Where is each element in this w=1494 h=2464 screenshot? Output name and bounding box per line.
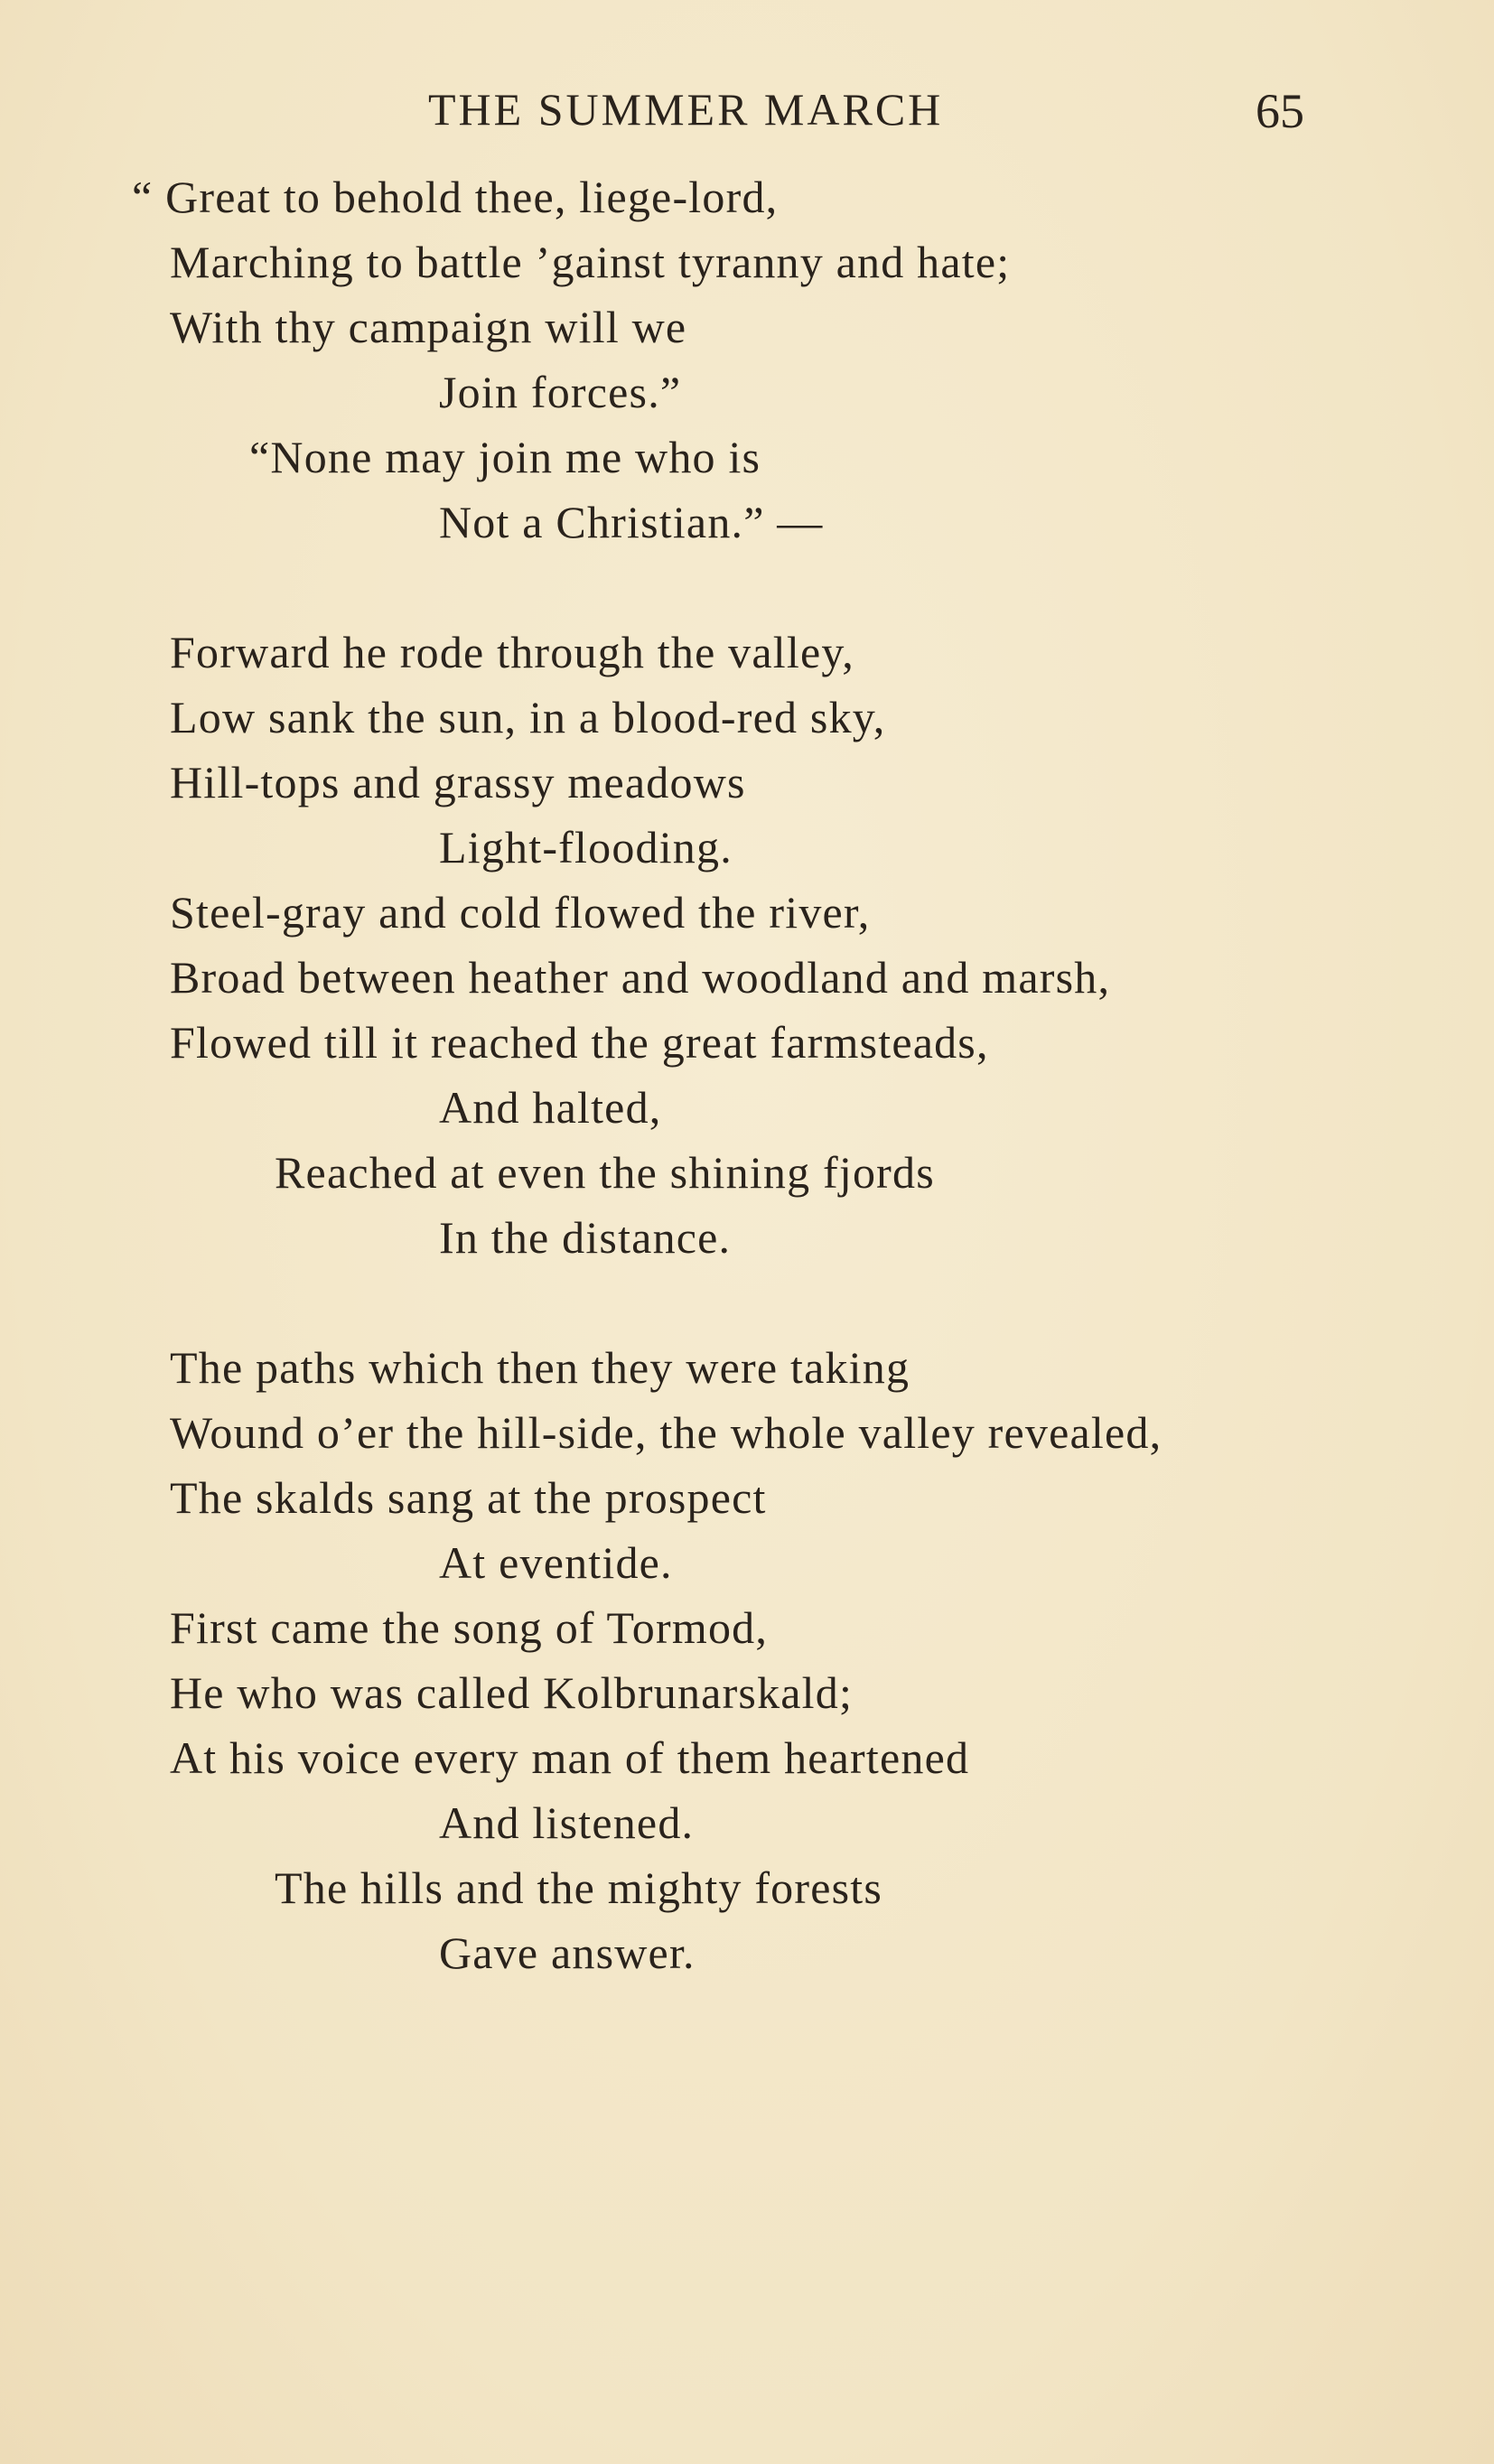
poem-line: Hill-tops and grassy meadows	[170, 757, 746, 807]
poem-line: In the distance.	[439, 1212, 732, 1263]
poem-line: First came the song of Tormod,	[170, 1602, 769, 1653]
poem-line: Low sank the sun, in a blood-red sky,	[170, 692, 886, 742]
poem-line: At his voice every man of them heartened	[170, 1732, 970, 1783]
poem-line: He who was called Kolbrunarskald;	[170, 1667, 854, 1718]
poem-line: “None may join me who is	[249, 432, 761, 482]
poem-line: The paths which then they were taking	[170, 1342, 910, 1393]
poem-line: Not a Christian.” —	[439, 497, 824, 547]
poem-line: With thy campaign will we	[170, 302, 687, 352]
running-head	[0, 83, 1494, 137]
running-head-title: THE SUMMER MARCH	[428, 84, 944, 135]
poem-line: Wound o’er the hill-side, the whole valley revealed,	[170, 1407, 1163, 1458]
poem-line: Gave answer.	[439, 1927, 696, 1978]
poem-line: Steel-gray and cold flowed the river,	[170, 887, 871, 938]
poem-line: Join forces.”	[439, 367, 682, 417]
poem-line: Reached at even the shining fjords	[275, 1147, 935, 1198]
poem-line: Light-flooding.	[439, 822, 733, 873]
poem-line: The hills and the mighty forests	[275, 1862, 883, 1913]
poem-line: At eventide.	[439, 1537, 673, 1588]
page-number: 65	[1256, 84, 1304, 138]
poem-line: And listened.	[439, 1797, 695, 1848]
poem-line: “ Great to behold thee, liege-lord,	[132, 172, 779, 222]
poem-line: The skalds sang at the prospect	[170, 1472, 767, 1523]
poem-line: Forward he rode through the valley,	[170, 627, 854, 677]
poem-line: And halted,	[439, 1082, 662, 1133]
poem-line: Broad between heather and woodland and marsh,	[170, 952, 1111, 1003]
poem-line: Flowed till it reached the great farmsteads,	[170, 1017, 989, 1068]
poem-line: Marching to battle ’gainst tyranny and hate;	[170, 237, 1011, 287]
